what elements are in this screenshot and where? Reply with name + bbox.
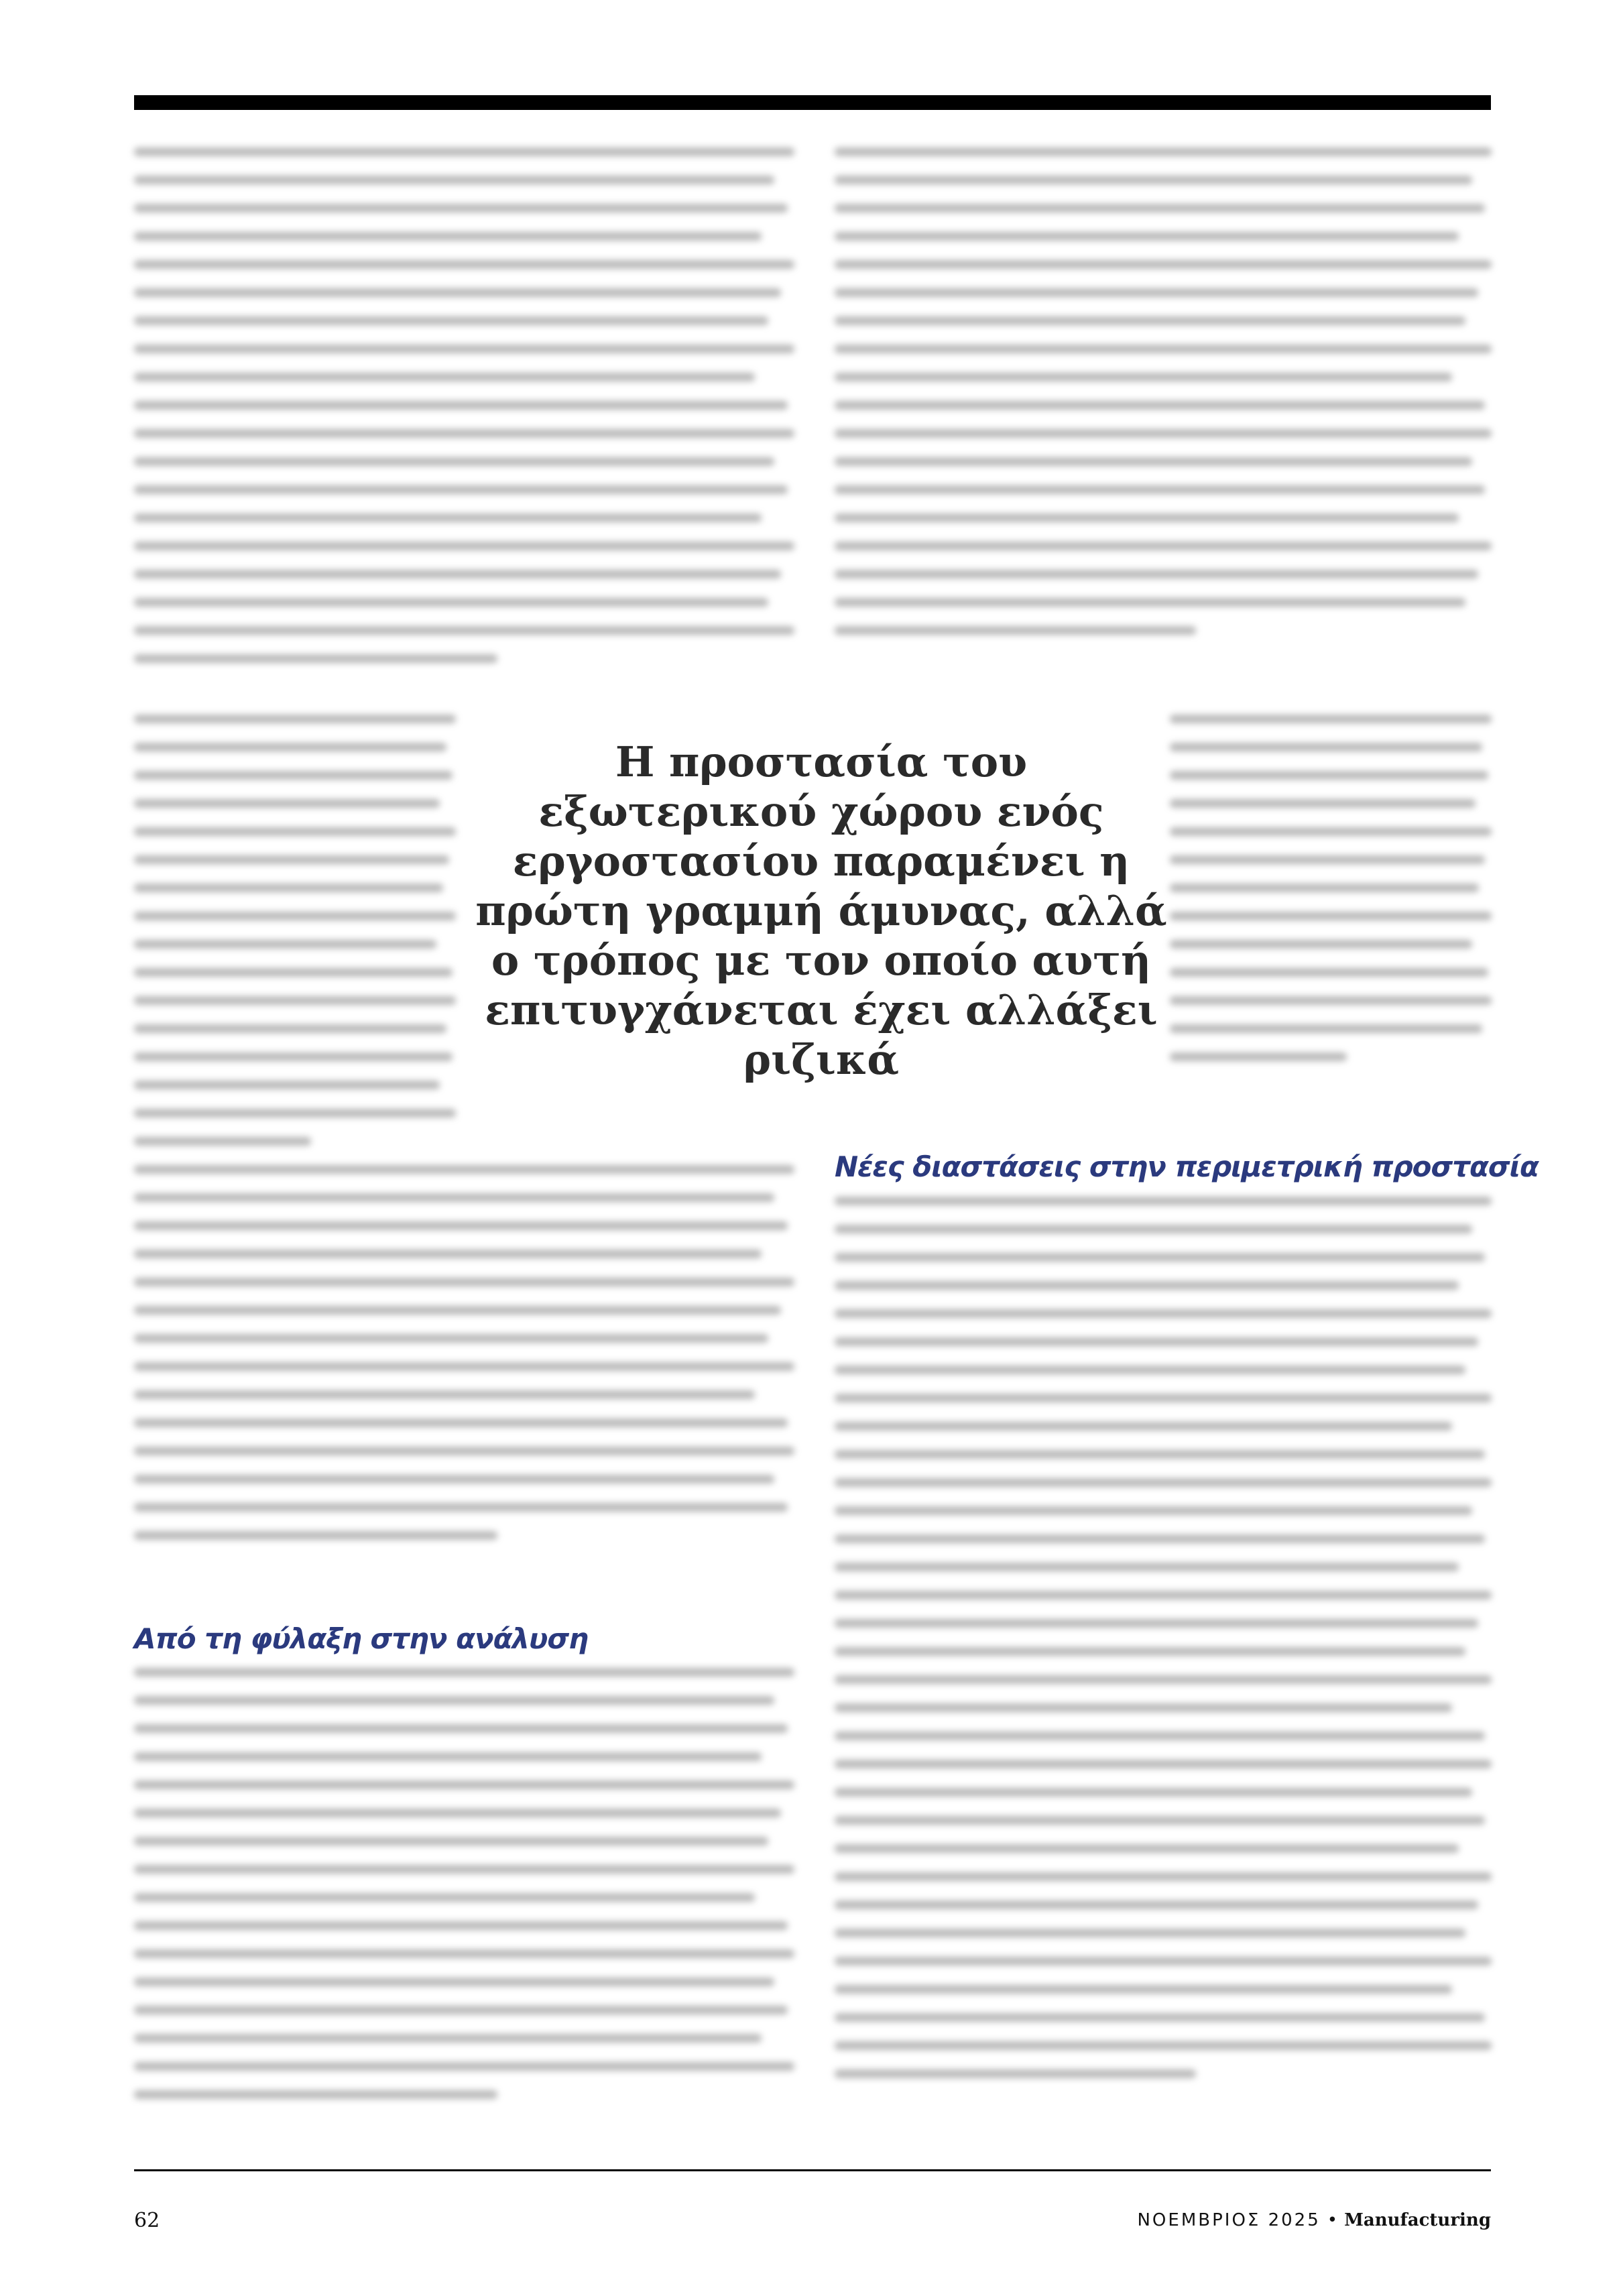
text-line bbox=[134, 1696, 774, 1705]
text-line bbox=[835, 1534, 1485, 1543]
text-line bbox=[835, 485, 1485, 494]
text-line bbox=[835, 1760, 1492, 1768]
text-line bbox=[134, 1024, 446, 1033]
text-line bbox=[835, 260, 1492, 269]
text-line bbox=[835, 1675, 1492, 1684]
text-line bbox=[134, 457, 774, 466]
bottom-rule bbox=[134, 2169, 1491, 2171]
text-line bbox=[835, 316, 1465, 325]
text-line bbox=[134, 345, 794, 353]
text-line bbox=[1170, 996, 1492, 1005]
subheading-left: Από τη φύλαξη στην ανάλυση bbox=[134, 1622, 589, 1655]
text-line bbox=[134, 1978, 774, 1986]
text-line bbox=[134, 1250, 762, 1258]
text-line bbox=[134, 855, 449, 864]
text-line bbox=[134, 232, 762, 241]
page-number: 62 bbox=[134, 2209, 160, 2232]
text-line bbox=[134, 2090, 497, 2099]
text-line bbox=[134, 1334, 768, 1343]
text-line bbox=[835, 1957, 1492, 1966]
text-line bbox=[134, 771, 453, 780]
text-line bbox=[835, 457, 1472, 466]
text-line bbox=[134, 1893, 755, 1902]
text-line bbox=[134, 1503, 788, 1512]
text-line bbox=[835, 232, 1459, 241]
text-line bbox=[134, 884, 443, 892]
top-rule bbox=[134, 95, 1491, 110]
text-line bbox=[134, 176, 774, 184]
text-line bbox=[835, 542, 1492, 550]
text-line bbox=[134, 2006, 788, 2014]
text-line bbox=[134, 1921, 788, 1930]
text-line bbox=[134, 1052, 453, 1061]
text-line bbox=[134, 626, 794, 635]
text-line bbox=[134, 1724, 788, 1733]
text-line bbox=[835, 1563, 1459, 1571]
text-line bbox=[134, 1306, 781, 1315]
text-line bbox=[134, 654, 497, 663]
text-line bbox=[835, 1647, 1465, 1656]
text-line bbox=[134, 316, 768, 325]
text-line bbox=[1170, 884, 1479, 892]
magazine-name: Manufacturing bbox=[1344, 2210, 1491, 2230]
text-line bbox=[134, 743, 446, 751]
text-line bbox=[835, 1281, 1459, 1290]
issue-date: ΝΟΕΜΒΡΙΟΣ 2025 bbox=[1137, 2210, 1321, 2230]
text-line bbox=[134, 1809, 781, 1817]
text-line bbox=[835, 513, 1459, 522]
text-line bbox=[835, 176, 1472, 184]
text-line bbox=[134, 1475, 774, 1484]
text-line bbox=[835, 2041, 1492, 2050]
text-line bbox=[134, 1531, 497, 1540]
text-line bbox=[134, 1109, 456, 1117]
text-line bbox=[134, 2062, 794, 2071]
text-line bbox=[835, 204, 1485, 213]
text-line bbox=[1170, 1052, 1347, 1061]
text-line bbox=[134, 1193, 774, 1202]
text-line bbox=[835, 1337, 1478, 1346]
text-line bbox=[835, 1732, 1485, 1740]
left-column-text-top bbox=[134, 147, 794, 682]
text-line bbox=[835, 1591, 1492, 1599]
text-line bbox=[1170, 968, 1488, 977]
text-line bbox=[835, 598, 1465, 607]
text-line bbox=[134, 598, 768, 607]
right-column-text-bottom bbox=[835, 1197, 1492, 2098]
text-line bbox=[835, 1225, 1472, 1233]
text-line bbox=[835, 570, 1478, 579]
text-line bbox=[835, 345, 1492, 353]
text-line bbox=[835, 1309, 1492, 1318]
text-line bbox=[835, 147, 1492, 156]
text-line bbox=[134, 912, 456, 920]
text-line bbox=[134, 827, 456, 836]
left-column-text-middle bbox=[134, 1165, 794, 1559]
text-line bbox=[134, 1752, 762, 1761]
text-line bbox=[835, 429, 1492, 438]
text-line bbox=[1170, 827, 1492, 836]
text-line bbox=[134, 1362, 794, 1371]
text-line bbox=[134, 1447, 794, 1455]
text-line bbox=[835, 1422, 1452, 1431]
text-line bbox=[134, 373, 755, 381]
text-line bbox=[835, 2013, 1485, 2022]
text-line bbox=[134, 1949, 794, 1958]
text-line bbox=[134, 1221, 788, 1230]
right-narrow-column-text bbox=[1170, 715, 1492, 1081]
text-line bbox=[134, 715, 456, 723]
text-line bbox=[835, 1788, 1472, 1797]
text-line bbox=[134, 1780, 794, 1789]
text-line bbox=[835, 1450, 1485, 1459]
text-line bbox=[835, 1985, 1452, 1994]
text-line bbox=[835, 1929, 1465, 1937]
text-line bbox=[134, 1278, 794, 1286]
text-line bbox=[1170, 912, 1492, 920]
text-line bbox=[835, 401, 1485, 410]
text-line bbox=[134, 513, 762, 522]
text-line bbox=[835, 1394, 1492, 1402]
text-line bbox=[134, 288, 781, 297]
text-line bbox=[835, 288, 1478, 297]
right-column-text-top bbox=[835, 147, 1492, 654]
text-line bbox=[134, 204, 788, 213]
text-line bbox=[1170, 855, 1485, 864]
text-line bbox=[835, 1366, 1465, 1374]
text-line bbox=[835, 1844, 1459, 1853]
text-line bbox=[1170, 743, 1482, 751]
text-line bbox=[134, 799, 440, 808]
text-line bbox=[835, 1253, 1485, 1262]
text-line bbox=[134, 996, 456, 1005]
text-line bbox=[1170, 1024, 1482, 1033]
text-line bbox=[835, 1816, 1485, 1825]
text-line bbox=[1170, 771, 1488, 780]
left-narrow-column-text bbox=[134, 715, 456, 1165]
text-line bbox=[134, 542, 794, 550]
text-line bbox=[134, 1865, 794, 1874]
running-footer bbox=[1137, 2210, 1491, 2230]
text-line bbox=[134, 401, 788, 410]
text-line bbox=[134, 147, 794, 156]
text-line bbox=[835, 1506, 1472, 1515]
text-line bbox=[134, 429, 794, 438]
text-line bbox=[835, 1900, 1478, 1909]
text-line bbox=[835, 626, 1196, 635]
text-line bbox=[134, 1390, 755, 1399]
text-line bbox=[134, 1837, 768, 1846]
footer-separator: • bbox=[1327, 2210, 1338, 2230]
subheading-right: Νέες διαστάσεις στην περιμετρική προστασία bbox=[835, 1150, 1539, 1183]
text-line bbox=[835, 1872, 1492, 1881]
text-line bbox=[134, 2034, 762, 2043]
text-line bbox=[134, 1165, 794, 1174]
text-line bbox=[1170, 715, 1492, 723]
text-line bbox=[835, 1478, 1492, 1487]
text-line bbox=[1170, 940, 1472, 949]
left-column-text-bottom bbox=[134, 1668, 794, 2118]
text-line bbox=[835, 2069, 1196, 2078]
text-line bbox=[134, 968, 453, 977]
text-line bbox=[835, 1197, 1492, 1205]
text-line bbox=[134, 570, 781, 579]
text-line bbox=[134, 1668, 794, 1677]
text-line bbox=[134, 940, 436, 949]
text-line bbox=[134, 1418, 788, 1427]
text-line bbox=[1170, 799, 1476, 808]
text-line bbox=[835, 373, 1452, 381]
text-line bbox=[134, 1081, 440, 1089]
text-line bbox=[134, 260, 794, 269]
text-line bbox=[134, 485, 788, 494]
text-line bbox=[835, 1619, 1478, 1628]
text-line bbox=[835, 1703, 1452, 1712]
pull-quote: Η προστασία του εξωτερικού χώρου ενός εργοστασίου παραμένει η πρώτη γραμμή άμυνας, αλλά ο τρόπος με τον οποίο αυτή επιτυγχάνεται έχει αλλάξει ριζικά bbox=[475, 737, 1167, 1084]
text-line bbox=[134, 1137, 311, 1146]
